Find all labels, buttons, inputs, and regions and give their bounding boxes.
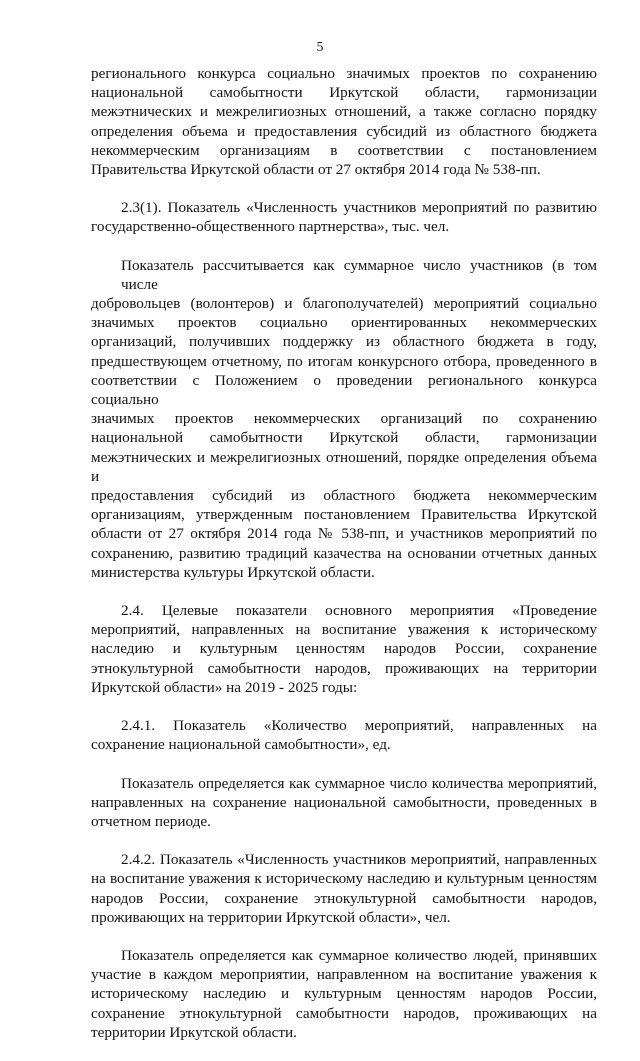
paragraph-line: народов России, сохранение этнокультурной самобытности народов, (91, 889, 597, 907)
paragraph-line: наследию и культурным ценностям народов России, сохранение (91, 640, 597, 658)
paragraph-line: государственно-общественного партнерства», тыс. чел. (91, 218, 450, 236)
paragraph-line: значимых проектов некоммерческих организаций по сохранению (91, 410, 597, 428)
paragraph-line: Показатель определяется как суммарное количество людей, принявших (121, 946, 597, 964)
paragraph-line: Показатель рассчитывается как суммарное число участников (в том числе (121, 256, 597, 293)
paragraph (91, 256, 597, 582)
paragraph (91, 198, 597, 236)
paragraph-line: направленных на сохранение национальной самобытности, проведенных в (91, 793, 597, 811)
paragraph-line: территории Иркутской области. (91, 1023, 297, 1041)
paragraph-line: добровольцев (волонтеров) и благополучателей) мероприятий социально (91, 295, 597, 313)
paragraph-line: сохранению, развитию традиций казачества на основании отчетных данных (91, 544, 597, 562)
paragraph (91, 64, 597, 179)
paragraph (91, 850, 597, 927)
paragraph-line: Иркутской области» на 2019 - 2025 годы: (91, 678, 358, 696)
paragraph-line: определения объема и предоставления субсидий из областного бюджета (91, 122, 597, 140)
paragraph (91, 946, 597, 1042)
paragraph-line: соответствии с Положением о проведении регионального конкурса социально (91, 371, 597, 409)
paragraph-line: межэтнических и межрелигиозных отношений, порядке определения объема и (91, 448, 597, 485)
paragraph-line: организаций, получивших поддержку из областного бюджета в году, (91, 333, 597, 351)
paragraph-line: Правительства Иркутской области от 27 октября 2014 года № 538-пп. (91, 161, 541, 179)
paragraph-line: значимых проектов социально ориентированных некоммерческих (91, 314, 597, 332)
paragraph-line: проживающих на территории Иркутской области», чел. (91, 908, 451, 926)
paragraph-line: 2.3(1). Показатель «Численность участников мероприятий по развитию (121, 199, 597, 217)
paragraph-line: участие в каждом мероприятии, направленном на воспитание уважения к (91, 966, 597, 984)
paragraph-line: министерства культуры Иркутской области. (91, 563, 375, 581)
paragraph-line: 2.4.2. Показатель «Численность участников мероприятий, направленных (121, 851, 597, 869)
paragraph-line: сохранение этнокультурной самобытности народов, проживающих на (91, 1004, 597, 1022)
paragraph-line: на воспитание уважения к историческому наследию и культурным ценностям (91, 870, 597, 888)
paragraph-line: национальной самобытности Иркутской области, гармонизации (91, 84, 597, 102)
document-body (91, 64, 597, 1061)
paragraph (91, 601, 597, 697)
paragraph-line: сохранение национальной самобытности», ед. (91, 736, 391, 754)
paragraph-line: историческому наследию и культурным ценностям народов России, (91, 985, 597, 1003)
paragraph-line: 2.4. Целевые показатели основного мероприятия «Проведение (121, 602, 597, 620)
paragraph-line: 2.4.1. Показатель «Количество мероприятий, направленных на (121, 717, 597, 735)
paragraph-line: межэтнических и межрелигиозных отношений, а также согласно порядку (91, 103, 597, 121)
paragraph-line: области от 27 октября 2014 года № 538-пп, и участников мероприятий по (91, 525, 597, 543)
paragraph-line: регионального конкурса социально значимых проектов по сохранению (91, 65, 597, 82)
paragraph-line: национальной самобытности Иркутской области, гармонизации (91, 429, 597, 447)
paragraph-line: этнокультурной самобытности народов, проживающих на территории (91, 659, 597, 677)
paragraph-line: предоставления субсидий из областного бюджета некоммерческим (91, 487, 597, 505)
paragraph (91, 716, 597, 754)
page-number: 5 (316, 39, 324, 54)
paragraph-line: некоммерческим организациям в соответствии с постановлением (91, 141, 597, 159)
paragraph-line: организациям, утвержденным постановлением Правительства Иркутской (91, 506, 597, 524)
paragraph (91, 774, 597, 832)
paragraph-line: Показатель определяется как суммарное число количества мероприятий, (121, 774, 597, 792)
paragraph-line: отчетном периоде. (91, 812, 211, 830)
paragraph-line: предшествующем отчетному, по итогам конкурсного отбора, проведенного в (91, 352, 597, 370)
paragraph-line: мероприятий, направленных на воспитание уважения к историческому (91, 621, 597, 639)
